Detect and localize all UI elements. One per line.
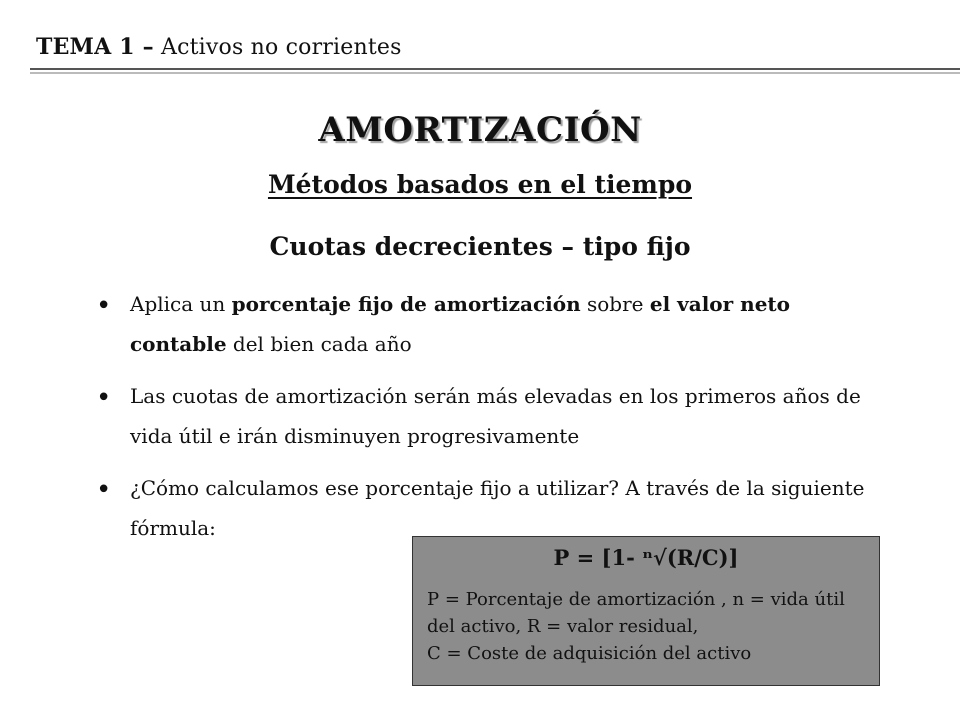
bullet-text: del bien cada año xyxy=(226,332,412,356)
formula-legend xyxy=(427,586,865,667)
bullet-dot-icon: • xyxy=(96,475,112,505)
bullet-item xyxy=(92,376,892,456)
formula-legend-line: P = Porcentaje de amortización , n = vida útil del activo, R = valor residual, xyxy=(427,589,845,637)
bullet-emphasis: porcentaje fijo de amortización xyxy=(231,292,581,316)
formula: P = [1- ⁿ√(R/C)] xyxy=(553,545,739,570)
header-tema: TEMA 1 – xyxy=(36,34,154,60)
header-divider-shadow xyxy=(30,72,960,74)
method-subtitle xyxy=(0,170,960,199)
bullet-dot-icon: • xyxy=(96,291,112,321)
slide-title: AMORTIZACIÓN xyxy=(318,110,642,150)
type-subtitle: Cuotas decrecientes – tipo fijo xyxy=(269,232,691,261)
bullet-emphasis: el valor neto contable xyxy=(130,292,790,356)
method-subtitle-text: Métodos basados en el tiempo xyxy=(267,170,693,199)
bullet-text: Las cuotas de amortización serán más elevadas en los primeros años de vida útil e irán disminuyen progresivamente xyxy=(130,384,861,448)
formula-box xyxy=(412,536,880,686)
header-topic: Activos no corrientes xyxy=(161,35,402,60)
bullet-dot-icon: • xyxy=(96,383,112,413)
bullet-text: ¿Cómo calculamos ese porcentaje fijo a utilizar? A través de la siguiente fórmula: xyxy=(130,476,865,540)
bullet-item xyxy=(92,284,892,364)
bullet-text: sobre xyxy=(580,292,650,316)
bullet-list xyxy=(92,284,892,560)
formula-legend-line: C = Coste de adquisición del activo xyxy=(427,643,752,664)
bullet-text: Aplica un xyxy=(130,292,232,316)
header-divider xyxy=(30,68,960,70)
slide-header xyxy=(36,34,402,60)
